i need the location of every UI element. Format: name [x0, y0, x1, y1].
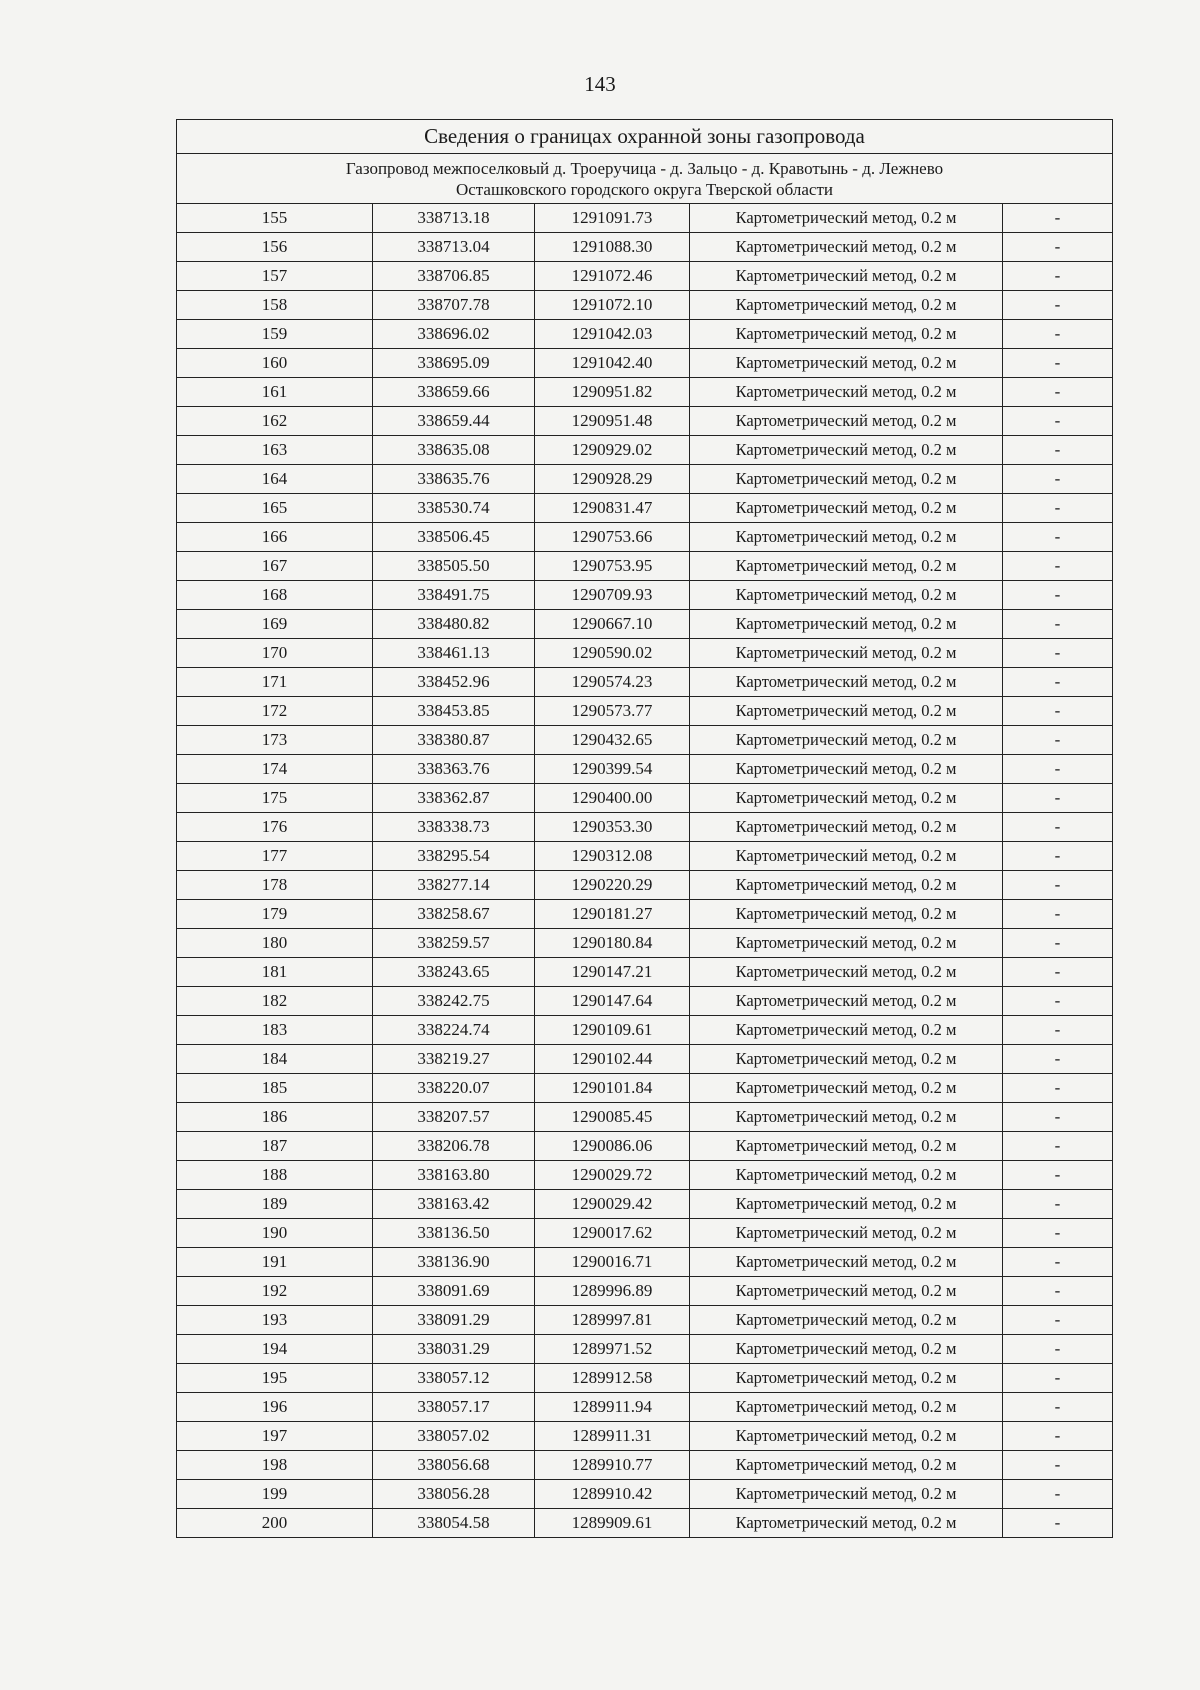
table-row	[177, 1074, 1113, 1103]
method-cell: Картометрический метод, 0.2 м	[690, 1451, 1003, 1480]
note-cell: -	[1003, 1364, 1113, 1393]
y-coordinate-cell: 1289997.81	[535, 1306, 690, 1335]
y-coordinate-cell: 1289911.94	[535, 1393, 690, 1422]
method-cell: Картометрический метод, 0.2 м	[690, 1219, 1003, 1248]
y-coordinate-cell: 1290709.93	[535, 581, 690, 610]
method-cell: Картометрический метод, 0.2 м	[690, 1277, 1003, 1306]
y-coordinate-cell: 1291072.46	[535, 262, 690, 291]
point-number-cell: 182	[177, 987, 373, 1016]
note-cell: -	[1003, 1016, 1113, 1045]
y-coordinate-cell: 1290147.21	[535, 958, 690, 987]
x-coordinate-cell: 338480.82	[373, 610, 535, 639]
table-row	[177, 320, 1113, 349]
method-cell: Картометрический метод, 0.2 м	[690, 1335, 1003, 1364]
method-cell: Картометрический метод, 0.2 м	[690, 1364, 1003, 1393]
note-cell: -	[1003, 842, 1113, 871]
y-coordinate-cell: 1290928.29	[535, 465, 690, 494]
y-coordinate-cell: 1290574.23	[535, 668, 690, 697]
table-row	[177, 784, 1113, 813]
note-cell: -	[1003, 1074, 1113, 1103]
point-number-cell: 174	[177, 755, 373, 784]
method-cell: Картометрический метод, 0.2 м	[690, 1190, 1003, 1219]
note-cell: -	[1003, 262, 1113, 291]
table-row	[177, 1103, 1113, 1132]
note-cell: -	[1003, 581, 1113, 610]
note-cell: -	[1003, 1190, 1113, 1219]
note-cell: -	[1003, 1422, 1113, 1451]
y-coordinate-cell: 1290101.84	[535, 1074, 690, 1103]
method-cell: Картометрический метод, 0.2 м	[690, 1161, 1003, 1190]
table-row	[177, 436, 1113, 465]
x-coordinate-cell: 338695.09	[373, 349, 535, 378]
y-coordinate-cell: 1290667.10	[535, 610, 690, 639]
x-coordinate-cell: 338206.78	[373, 1132, 535, 1161]
x-coordinate-cell: 338491.75	[373, 581, 535, 610]
note-cell: -	[1003, 697, 1113, 726]
note-cell: -	[1003, 755, 1113, 784]
y-coordinate-cell: 1290590.02	[535, 639, 690, 668]
point-number-cell: 156	[177, 233, 373, 262]
y-coordinate-cell: 1290109.61	[535, 1016, 690, 1045]
table-row	[177, 523, 1113, 552]
method-cell: Картометрический метод, 0.2 м	[690, 204, 1003, 233]
y-coordinate-cell: 1290181.27	[535, 900, 690, 929]
x-coordinate-cell: 338031.29	[373, 1335, 535, 1364]
x-coordinate-cell: 338659.44	[373, 407, 535, 436]
x-coordinate-cell: 338220.07	[373, 1074, 535, 1103]
y-coordinate-cell: 1290399.54	[535, 755, 690, 784]
method-cell: Картометрический метод, 0.2 м	[690, 436, 1003, 465]
x-coordinate-cell: 338380.87	[373, 726, 535, 755]
y-coordinate-cell: 1290573.77	[535, 697, 690, 726]
y-coordinate-cell: 1290831.47	[535, 494, 690, 523]
table-row	[177, 1016, 1113, 1045]
x-coordinate-cell: 338057.17	[373, 1393, 535, 1422]
table-row	[177, 871, 1113, 900]
point-number-cell: 176	[177, 813, 373, 842]
table-row	[177, 233, 1113, 262]
method-cell: Картометрический метод, 0.2 м	[690, 784, 1003, 813]
method-cell: Картометрический метод, 0.2 м	[690, 378, 1003, 407]
table-row	[177, 465, 1113, 494]
x-coordinate-cell: 338056.68	[373, 1451, 535, 1480]
table-row	[177, 813, 1113, 842]
method-cell: Картометрический метод, 0.2 м	[690, 929, 1003, 958]
y-coordinate-cell: 1290312.08	[535, 842, 690, 871]
method-cell: Картометрический метод, 0.2 м	[690, 813, 1003, 842]
method-cell: Картометрический метод, 0.2 м	[690, 1306, 1003, 1335]
note-cell: -	[1003, 1451, 1113, 1480]
x-coordinate-cell: 338706.85	[373, 262, 535, 291]
x-coordinate-cell: 338362.87	[373, 784, 535, 813]
point-number-cell: 173	[177, 726, 373, 755]
table-row	[177, 349, 1113, 378]
note-cell: -	[1003, 1045, 1113, 1074]
point-number-cell: 162	[177, 407, 373, 436]
table-row	[177, 755, 1113, 784]
method-cell: Картометрический метод, 0.2 м	[690, 1509, 1003, 1538]
note-cell: -	[1003, 610, 1113, 639]
y-coordinate-cell: 1291042.40	[535, 349, 690, 378]
method-cell: Картометрический метод, 0.2 м	[690, 523, 1003, 552]
note-cell: -	[1003, 1248, 1113, 1277]
x-coordinate-cell: 338635.76	[373, 465, 535, 494]
y-coordinate-cell: 1290400.00	[535, 784, 690, 813]
method-cell: Картометрический метод, 0.2 м	[690, 1393, 1003, 1422]
x-coordinate-cell: 338091.29	[373, 1306, 535, 1335]
note-cell: -	[1003, 639, 1113, 668]
x-coordinate-cell: 338258.67	[373, 900, 535, 929]
point-number-cell: 155	[177, 204, 373, 233]
table-row	[177, 262, 1113, 291]
note-cell: -	[1003, 320, 1113, 349]
note-cell: -	[1003, 1219, 1113, 1248]
point-number-cell: 186	[177, 1103, 373, 1132]
method-cell: Картометрический метод, 0.2 м	[690, 407, 1003, 436]
point-number-cell: 197	[177, 1422, 373, 1451]
point-number-cell: 183	[177, 1016, 373, 1045]
table-row	[177, 900, 1113, 929]
y-coordinate-cell: 1290951.82	[535, 378, 690, 407]
x-coordinate-cell: 338219.27	[373, 1045, 535, 1074]
note-cell: -	[1003, 668, 1113, 697]
x-coordinate-cell: 338242.75	[373, 987, 535, 1016]
point-number-cell: 189	[177, 1190, 373, 1219]
method-cell: Картометрический метод, 0.2 м	[690, 262, 1003, 291]
method-cell: Картометрический метод, 0.2 м	[690, 1480, 1003, 1509]
table-row	[177, 378, 1113, 407]
method-cell: Картометрический метод, 0.2 м	[690, 233, 1003, 262]
x-coordinate-cell: 338207.57	[373, 1103, 535, 1132]
y-coordinate-cell: 1290086.06	[535, 1132, 690, 1161]
method-cell: Картометрический метод, 0.2 м	[690, 465, 1003, 494]
note-cell: -	[1003, 987, 1113, 1016]
point-number-cell: 158	[177, 291, 373, 320]
subtitle-line-1: Газопровод межпоселковый д. Троеручица - д. Зальцо - д. Кравотынь - д. Лежнево	[345, 158, 944, 178]
x-coordinate-cell: 338363.76	[373, 755, 535, 784]
note-cell: -	[1003, 523, 1113, 552]
x-coordinate-cell: 338338.73	[373, 813, 535, 842]
y-coordinate-cell: 1290753.95	[535, 552, 690, 581]
point-number-cell: 168	[177, 581, 373, 610]
table-row	[177, 929, 1113, 958]
x-coordinate-cell: 338530.74	[373, 494, 535, 523]
table-row	[177, 552, 1113, 581]
method-cell: Картометрический метод, 0.2 м	[690, 639, 1003, 668]
method-cell: Картометрический метод, 0.2 м	[690, 349, 1003, 378]
note-cell: -	[1003, 291, 1113, 320]
point-number-cell: 167	[177, 552, 373, 581]
table-row	[177, 1132, 1113, 1161]
y-coordinate-cell: 1289910.42	[535, 1480, 690, 1509]
note-cell: -	[1003, 494, 1113, 523]
method-cell: Картометрический метод, 0.2 м	[690, 726, 1003, 755]
method-cell: Картометрический метод, 0.2 м	[690, 494, 1003, 523]
note-cell: -	[1003, 436, 1113, 465]
method-cell: Картометрический метод, 0.2 м	[690, 610, 1003, 639]
note-cell: -	[1003, 1335, 1113, 1364]
table-row	[177, 1335, 1113, 1364]
point-number-cell: 200	[177, 1509, 373, 1538]
note-cell: -	[1003, 726, 1113, 755]
method-cell: Картометрический метод, 0.2 м	[690, 1045, 1003, 1074]
note-cell: -	[1003, 407, 1113, 436]
point-number-cell: 195	[177, 1364, 373, 1393]
method-cell: Картометрический метод, 0.2 м	[690, 1248, 1003, 1277]
note-cell: -	[1003, 1480, 1113, 1509]
table-body	[177, 120, 1113, 1538]
point-number-cell: 192	[177, 1277, 373, 1306]
y-coordinate-cell: 1291091.73	[535, 204, 690, 233]
x-coordinate-cell: 338635.08	[373, 436, 535, 465]
table-row	[177, 726, 1113, 755]
note-cell: -	[1003, 900, 1113, 929]
x-coordinate-cell: 338295.54	[373, 842, 535, 871]
point-number-cell: 187	[177, 1132, 373, 1161]
table-row	[177, 1509, 1113, 1538]
point-number-cell: 198	[177, 1451, 373, 1480]
method-cell: Картометрический метод, 0.2 м	[690, 668, 1003, 697]
x-coordinate-cell: 338453.85	[373, 697, 535, 726]
point-number-cell: 193	[177, 1306, 373, 1335]
x-coordinate-cell: 338277.14	[373, 871, 535, 900]
y-coordinate-cell: 1289911.31	[535, 1422, 690, 1451]
point-number-cell: 179	[177, 900, 373, 929]
point-number-cell: 172	[177, 697, 373, 726]
note-cell: -	[1003, 1393, 1113, 1422]
y-coordinate-cell: 1290353.30	[535, 813, 690, 842]
table-row	[177, 1190, 1113, 1219]
table-row	[177, 1364, 1113, 1393]
point-number-cell: 159	[177, 320, 373, 349]
point-number-cell: 171	[177, 668, 373, 697]
y-coordinate-cell: 1290432.65	[535, 726, 690, 755]
x-coordinate-cell: 338461.13	[373, 639, 535, 668]
y-coordinate-cell: 1291072.10	[535, 291, 690, 320]
x-coordinate-cell: 338713.04	[373, 233, 535, 262]
note-cell: -	[1003, 958, 1113, 987]
x-coordinate-cell: 338696.02	[373, 320, 535, 349]
y-coordinate-cell: 1289909.61	[535, 1509, 690, 1538]
x-coordinate-cell: 338713.18	[373, 204, 535, 233]
point-number-cell: 184	[177, 1045, 373, 1074]
point-number-cell: 169	[177, 610, 373, 639]
note-cell: -	[1003, 1132, 1113, 1161]
point-number-cell: 181	[177, 958, 373, 987]
method-cell: Картометрический метод, 0.2 м	[690, 581, 1003, 610]
point-number-cell: 175	[177, 784, 373, 813]
y-coordinate-cell: 1290016.71	[535, 1248, 690, 1277]
x-coordinate-cell: 338707.78	[373, 291, 535, 320]
x-coordinate-cell: 338163.80	[373, 1161, 535, 1190]
note-cell: -	[1003, 871, 1113, 900]
point-number-cell: 185	[177, 1074, 373, 1103]
method-cell: Картометрический метод, 0.2 м	[690, 755, 1003, 784]
table-row	[177, 1248, 1113, 1277]
y-coordinate-cell: 1290029.42	[535, 1190, 690, 1219]
point-number-cell: 196	[177, 1393, 373, 1422]
page-number: 143	[584, 72, 616, 96]
x-coordinate-cell: 338243.65	[373, 958, 535, 987]
point-number-cell: 157	[177, 262, 373, 291]
y-coordinate-cell: 1290951.48	[535, 407, 690, 436]
note-cell: -	[1003, 1103, 1113, 1132]
table-row	[177, 1306, 1113, 1335]
x-coordinate-cell: 338136.50	[373, 1219, 535, 1248]
table-subtitle	[177, 154, 1113, 204]
method-cell: Картометрический метод, 0.2 м	[690, 871, 1003, 900]
y-coordinate-cell: 1289971.52	[535, 1335, 690, 1364]
point-number-cell: 191	[177, 1248, 373, 1277]
method-cell: Картометрический метод, 0.2 м	[690, 900, 1003, 929]
y-coordinate-cell: 1290085.45	[535, 1103, 690, 1132]
note-cell: -	[1003, 1161, 1113, 1190]
x-coordinate-cell: 338259.57	[373, 929, 535, 958]
note-cell: -	[1003, 204, 1113, 233]
point-number-cell: 164	[177, 465, 373, 494]
x-coordinate-cell: 338505.50	[373, 552, 535, 581]
note-cell: -	[1003, 465, 1113, 494]
y-coordinate-cell: 1290029.72	[535, 1161, 690, 1190]
y-coordinate-cell: 1290220.29	[535, 871, 690, 900]
method-cell: Картометрический метод, 0.2 м	[690, 320, 1003, 349]
table-row	[177, 668, 1113, 697]
point-number-cell: 180	[177, 929, 373, 958]
note-cell: -	[1003, 813, 1113, 842]
method-cell: Картометрический метод, 0.2 м	[690, 1074, 1003, 1103]
y-coordinate-cell: 1289910.77	[535, 1451, 690, 1480]
method-cell: Картометрический метод, 0.2 м	[690, 958, 1003, 987]
table-row	[177, 1422, 1113, 1451]
table-row	[177, 1161, 1113, 1190]
method-cell: Картометрический метод, 0.2 м	[690, 1422, 1003, 1451]
x-coordinate-cell: 338057.12	[373, 1364, 535, 1393]
y-coordinate-cell: 1290753.66	[535, 523, 690, 552]
point-number-cell: 199	[177, 1480, 373, 1509]
note-cell: -	[1003, 1306, 1113, 1335]
y-coordinate-cell: 1290180.84	[535, 929, 690, 958]
note-cell: -	[1003, 1277, 1113, 1306]
y-coordinate-cell: 1291042.03	[535, 320, 690, 349]
y-coordinate-cell: 1290929.02	[535, 436, 690, 465]
x-coordinate-cell: 338659.66	[373, 378, 535, 407]
table-row	[177, 1451, 1113, 1480]
table-row	[177, 987, 1113, 1016]
table-row	[177, 639, 1113, 668]
table-row	[177, 610, 1113, 639]
y-coordinate-cell: 1290102.44	[535, 1045, 690, 1074]
x-coordinate-cell: 338056.28	[373, 1480, 535, 1509]
point-number-cell: 163	[177, 436, 373, 465]
table-row	[177, 291, 1113, 320]
note-cell: -	[1003, 1509, 1113, 1538]
table-row	[177, 1393, 1113, 1422]
table-subtitle-row	[177, 154, 1113, 204]
note-cell: -	[1003, 552, 1113, 581]
y-coordinate-cell: 1290147.64	[535, 987, 690, 1016]
table-row	[177, 494, 1113, 523]
point-number-cell: 190	[177, 1219, 373, 1248]
subtitle-line-2: Осташковского городского округа Тверской области	[455, 179, 834, 199]
table-row	[177, 697, 1113, 726]
x-coordinate-cell: 338163.42	[373, 1190, 535, 1219]
table-row	[177, 581, 1113, 610]
x-coordinate-cell: 338057.02	[373, 1422, 535, 1451]
point-number-cell: 161	[177, 378, 373, 407]
note-cell: -	[1003, 929, 1113, 958]
x-coordinate-cell: 338054.58	[373, 1509, 535, 1538]
y-coordinate-cell: 1289912.58	[535, 1364, 690, 1393]
note-cell: -	[1003, 784, 1113, 813]
table-row	[177, 842, 1113, 871]
point-number-cell: 170	[177, 639, 373, 668]
y-coordinate-cell: 1291088.30	[535, 233, 690, 262]
note-cell: -	[1003, 378, 1113, 407]
x-coordinate-cell: 338091.69	[373, 1277, 535, 1306]
table-row	[177, 204, 1113, 233]
point-number-cell: 160	[177, 349, 373, 378]
point-number-cell: 166	[177, 523, 373, 552]
method-cell: Картометрический метод, 0.2 м	[690, 291, 1003, 320]
method-cell: Картометрический метод, 0.2 м	[690, 1016, 1003, 1045]
table-title-row	[177, 120, 1113, 154]
x-coordinate-cell: 338452.96	[373, 668, 535, 697]
note-cell: -	[1003, 349, 1113, 378]
point-number-cell: 194	[177, 1335, 373, 1364]
method-cell: Картометрический метод, 0.2 м	[690, 842, 1003, 871]
method-cell: Картометрический метод, 0.2 м	[690, 552, 1003, 581]
x-coordinate-cell: 338136.90	[373, 1248, 535, 1277]
table-row	[177, 1277, 1113, 1306]
table-row	[177, 407, 1113, 436]
table-row	[177, 1219, 1113, 1248]
note-cell: -	[1003, 233, 1113, 262]
y-coordinate-cell: 1290017.62	[535, 1219, 690, 1248]
point-number-cell: 178	[177, 871, 373, 900]
table-row	[177, 1480, 1113, 1509]
method-cell: Картометрический метод, 0.2 м	[690, 1103, 1003, 1132]
point-number-cell: 177	[177, 842, 373, 871]
x-coordinate-cell: 338224.74	[373, 1016, 535, 1045]
table-row	[177, 958, 1113, 987]
method-cell: Картометрический метод, 0.2 м	[690, 1132, 1003, 1161]
method-cell: Картометрический метод, 0.2 м	[690, 697, 1003, 726]
method-cell: Картометрический метод, 0.2 м	[690, 987, 1003, 1016]
table-row	[177, 1045, 1113, 1074]
boundary-table	[176, 119, 1113, 1538]
x-coordinate-cell: 338506.45	[373, 523, 535, 552]
y-coordinate-cell: 1289996.89	[535, 1277, 690, 1306]
table-title: Сведения о границах охранной зоны газопровода	[177, 120, 1113, 154]
point-number-cell: 165	[177, 494, 373, 523]
point-number-cell: 188	[177, 1161, 373, 1190]
